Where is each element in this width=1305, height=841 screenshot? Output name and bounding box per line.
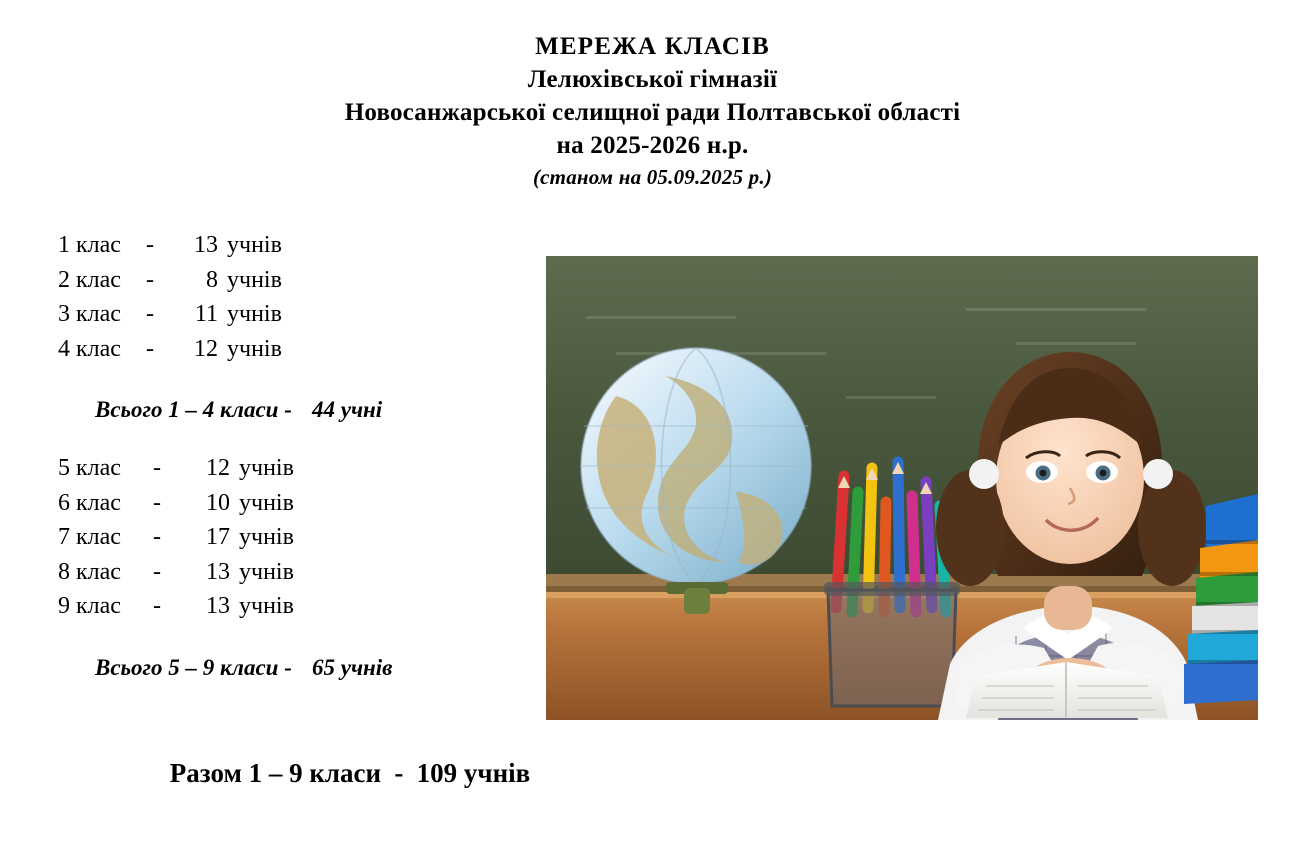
student-unit: учнів xyxy=(227,232,282,258)
separator-dash: - xyxy=(146,335,154,362)
student-unit: учнів xyxy=(227,301,282,327)
class-label: 1 клас xyxy=(58,232,121,258)
primary-subtotal-value: 44 учні xyxy=(311,397,383,422)
separator-dash: - xyxy=(146,266,154,293)
separator-dash: - xyxy=(153,455,161,481)
student-unit: учнів xyxy=(239,524,294,550)
primary-subtotal-label: Всього 1 – 4 класи xyxy=(95,397,279,422)
middle-subtotal xyxy=(0,655,520,681)
list-item xyxy=(0,263,520,298)
student-unit: учнів xyxy=(239,455,294,481)
list-item xyxy=(0,451,520,486)
student-count: 8 xyxy=(206,266,218,293)
header-line-5-as-of-date: (станом на 05.09.2025 р.) xyxy=(532,165,773,189)
header-line-1: МЕРЕЖА КЛАСІВ xyxy=(535,33,770,60)
class-label: 7 клас xyxy=(58,524,121,550)
grand-total-dash: - xyxy=(394,758,404,788)
primary-classes-group xyxy=(0,228,520,366)
student-count: 17 xyxy=(206,524,230,550)
list-item xyxy=(0,332,520,367)
class-label: 9 клас xyxy=(58,593,121,619)
student-unit: учнів xyxy=(239,558,294,585)
class-enrollment-list xyxy=(0,228,520,681)
primary-subtotal xyxy=(0,397,520,423)
grand-total xyxy=(0,758,700,789)
document-header xyxy=(0,30,1305,192)
classroom-photo xyxy=(546,256,1258,720)
student-count: 10 xyxy=(206,489,230,516)
list-item xyxy=(0,486,520,521)
separator-dash: - xyxy=(153,524,161,550)
class-label: 5 клас xyxy=(58,455,121,481)
header-line-4: на 2025-2026 н.р. xyxy=(556,132,749,159)
class-label: 2 клас xyxy=(58,266,121,293)
student-count: 11 xyxy=(194,301,218,327)
student-count: 13 xyxy=(194,232,218,258)
student-count: 13 xyxy=(206,593,230,619)
list-item xyxy=(0,520,520,555)
student-unit: учнів xyxy=(227,335,282,362)
separator-dash: - xyxy=(153,558,161,585)
separator-dash: - xyxy=(146,232,154,258)
separator-dash: - xyxy=(153,593,161,619)
class-label: 8 клас xyxy=(58,558,121,585)
header-line-2: Лелюхівської гімназії xyxy=(527,66,778,93)
middle-subtotal-label: Всього 5 – 9 класи xyxy=(95,654,279,680)
list-item xyxy=(0,589,520,624)
list-item xyxy=(0,555,520,590)
classroom-photo-illustration xyxy=(546,256,1258,720)
grand-total-label: Разом 1 – 9 класи xyxy=(169,758,382,788)
class-label: 6 клас xyxy=(58,489,121,516)
primary-subtotal-dash: - xyxy=(284,397,292,422)
list-item xyxy=(0,297,520,332)
student-unit: учнів xyxy=(239,489,294,516)
list-item xyxy=(0,228,520,263)
student-unit: учнів xyxy=(239,593,294,619)
student-count: 12 xyxy=(206,455,230,481)
header-line-3: Новосанжарської селищної ради Полтавської області xyxy=(344,99,961,126)
class-label: 3 клас xyxy=(58,301,121,327)
middle-subtotal-value: 65 учнів xyxy=(311,654,393,680)
separator-dash: - xyxy=(146,301,154,327)
student-count: 12 xyxy=(194,335,218,362)
middle-classes-group xyxy=(0,451,520,624)
student-count: 13 xyxy=(206,558,230,585)
student-unit: учнів xyxy=(227,266,282,293)
class-label: 4 клас xyxy=(58,335,121,362)
grand-total-value: 109 учнів xyxy=(416,758,531,788)
separator-dash: - xyxy=(153,489,161,516)
middle-subtotal-dash: - xyxy=(284,654,292,680)
